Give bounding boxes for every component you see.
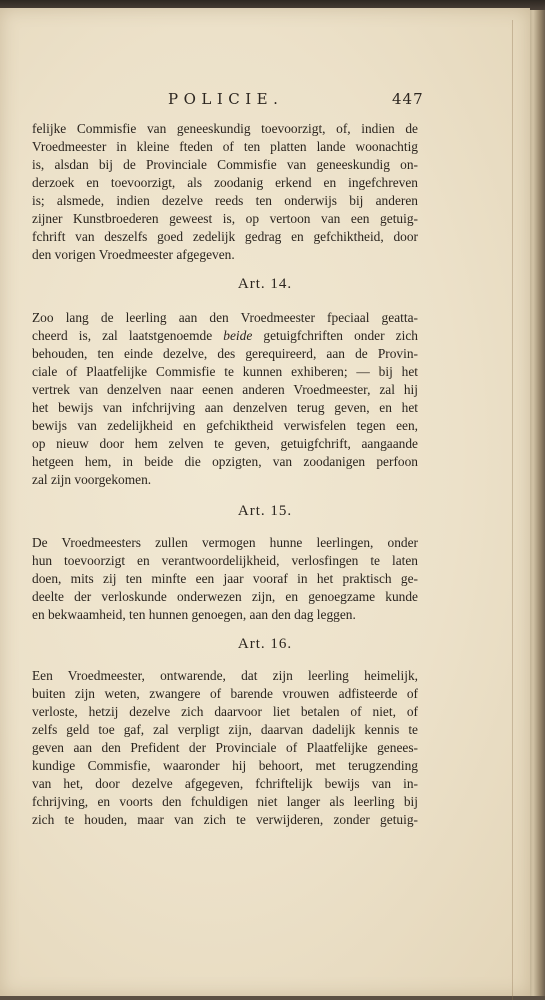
text-line: behouden, ten einde dezelve, des gerequireerd, aan de Provin- — [32, 346, 418, 361]
text-line: op nieuw door hem zelven te geven, getuigfchrift, aangaande — [32, 436, 418, 451]
text-line: Vroedmeester in kleine fteden of ten platten lande woonachtig — [32, 139, 418, 154]
text-line: derzoek en toevoorzigt, als zoodanig erkend en ingefchreven — [32, 175, 418, 190]
text-line: is, alsdan bij de Provinciale Commisfie van geneeskundig on- — [32, 157, 418, 172]
article-heading-15: Art. 15. — [237, 503, 293, 519]
text-line: cheerd is, zal laatstgenoemde beide getuigfchriften onder zich — [32, 328, 418, 343]
text-line: hetgeen hem, in beide die opzigten, van zoodanigen perfoon — [32, 454, 418, 469]
text-line: Een Vroedmeester, ontwarende, dat zijn leerling heimelijk, — [32, 668, 418, 683]
article-heading-16: Art. 16. — [237, 636, 293, 652]
text-line: De Vroedmeesters zullen vermogen hunne leerlingen, onder — [32, 535, 418, 550]
text-line: bewijs van zedelijkheid en gefchiktheid verwisfelen tegen een, — [32, 418, 418, 433]
text-line: zal zijn voorgekomen. — [32, 472, 152, 487]
text-line: felijke Commisfie van geneeskundig toevoorzigt, of, indien de — [32, 121, 418, 136]
text-line: van het, door dezelve afgegeven, fchriftelijk bewijs van in- — [32, 776, 418, 791]
text-line: en bekwaamheid, ten hunnen genoegen, aan den dag leggen. — [32, 607, 356, 622]
text-line: verloste, hetzij dezelve zich daarvoor liet betalen of niet, of — [32, 704, 418, 719]
page-number: 447 — [392, 90, 424, 108]
text-line: fchrijving, en voorts den fchuldigen niet langer als leerling bij — [32, 794, 418, 809]
text-line: het bewijs van infchrijving aan denzelven terug geven, en het — [32, 400, 418, 415]
running-head: POLICIE. — [168, 90, 284, 108]
article-16-text — [32, 667, 418, 829]
text-line: deelte der verloskunde onderwezen zijn, en genoegzame kunde — [32, 589, 418, 604]
book-page — [0, 8, 530, 996]
article-heading-14: Art. 14. — [237, 276, 293, 292]
article-14-text — [32, 309, 418, 489]
article-15-text — [32, 534, 418, 624]
text-line: kundige Commisfie, waaronder hij behoort, met terugzending — [32, 758, 418, 773]
text-line: zelfs geld toe gaf, zal verpligt zijn, daarvan dadelijk kennis te — [32, 722, 418, 737]
text-line: ciale of Plaatfelijke Commisfie te kunnen exhiberen; — bij het — [32, 364, 418, 379]
text-line: hun toevoorzigt en verantwoordelijkheid, verlosfingen te laten — [32, 553, 418, 568]
text-line: den vorigen Vroedmeester afgegeven. — [32, 247, 235, 262]
text-line: Zoo lang de leerling aan den Vroedmeester fpeciaal geatta- — [32, 310, 418, 325]
paragraph-continuation — [32, 120, 418, 264]
page-edge — [528, 10, 545, 996]
page-header — [0, 90, 530, 114]
text-line: is; alsmede, indien dezelve reeds ten onderwijs bij anderen — [32, 193, 418, 208]
text-line: geven aan den Prefident der Provinciale of Plaatfelijke genees- — [32, 740, 418, 755]
text-line: vertrek van denzelven naar eenen anderen Vroedmeester, zal hij — [32, 382, 418, 397]
italic-word: beide — [223, 328, 253, 343]
text-line: zijner Kunstbroederen geweest is, op vertoon van een getuig- — [32, 211, 418, 226]
text-line: doen, mits zij ten minfte een jaar vooraf in het praktisch ge- — [32, 571, 418, 586]
text-line: zich te houden, maar van zich te verwijderen, zonder getuig- — [32, 812, 418, 827]
text-line: fchrift van deszelfs goed zedelijk gedrag en gefchiktheid, door — [32, 229, 418, 244]
text-line: buiten zijn weten, zwangere of barende vrouwen adfisteerde of — [32, 686, 418, 701]
